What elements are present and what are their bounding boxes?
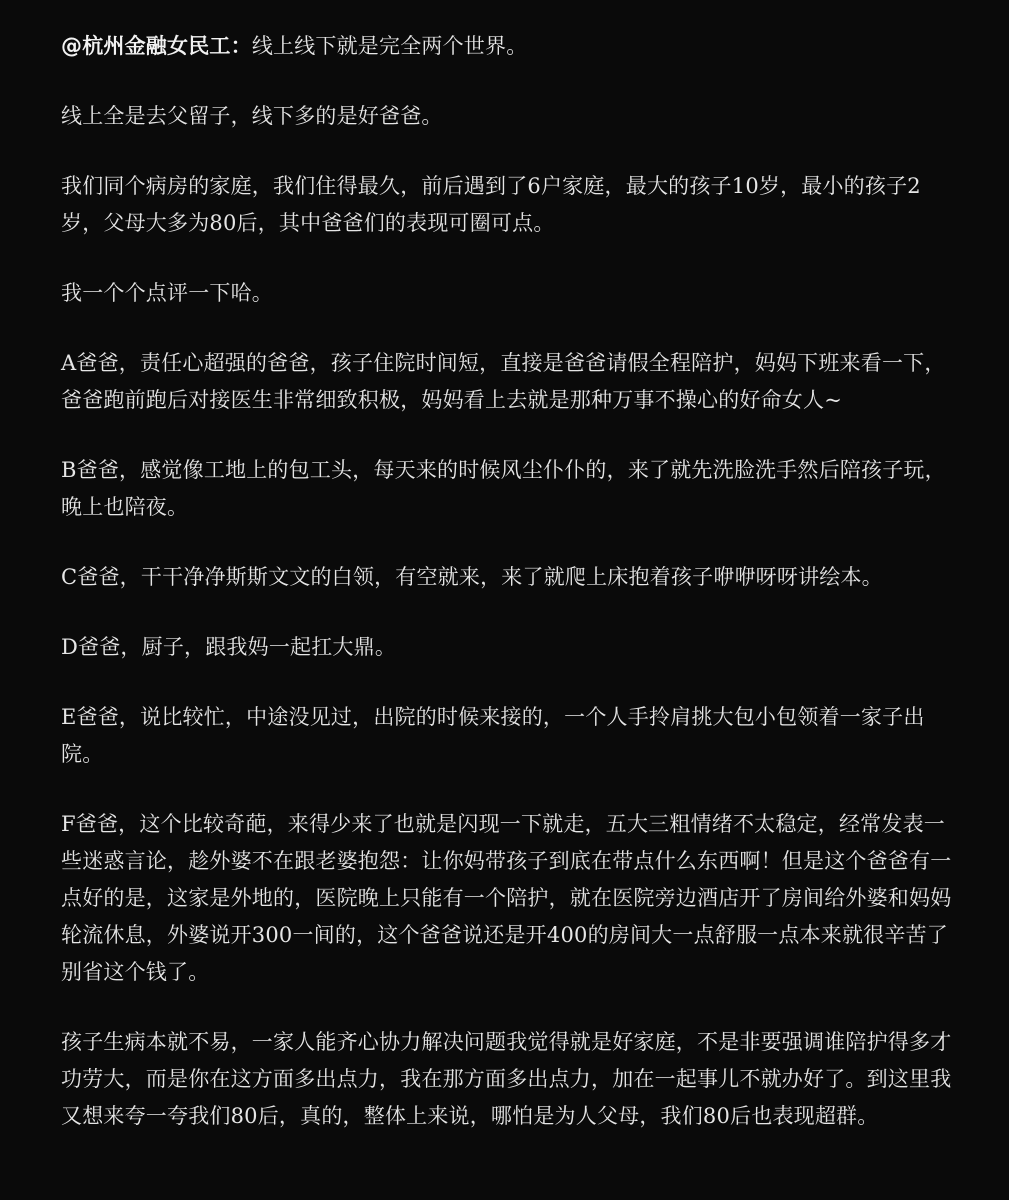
post-paragraph-9: F爸爸，这个比较奇葩，来得少来了也就是闪现一下就走，五大三粗情绪不太稳定，经常发表一些迷惑言论，趁外婆不在跟老婆抱怨：让你妈带孩子到底在带点什么东西啊！但是这个爸爸有一点好的是，这家是外地的，医院晚上只能有一个陪护，就在医院旁边酒店开了房间给外婆和妈妈轮流休息，外婆说开300一间的，这个爸爸说还是开400的房间大一点舒服一点本来就很辛苦了别省这个钱了。 <box>61 812 952 984</box>
post-paragraph-0 <box>61 28 957 65</box>
post-paragraph-10: 孩子生病本就不易，一家人能齐心协力解决问题我觉得就是好家庭，不是非要强调谁陪护得多才功劳大，而是你在这方面多出点力，我在那方面多出点力，加在一起事儿不就办好了。到这里我又想来夸一夸我们80后，真的，整体上来说，哪怕是为人父母，我们80后也表现超群。 <box>61 1030 952 1128</box>
post-paragraph-2: 我们同个病房的家庭，我们住得最久，前后遇到了6户家庭，最大的孩子10岁，最小的孩子2岁，父母大多为80后，其中爸爸们的表现可圈可点。 <box>61 174 921 235</box>
post-paragraph-8: E爸爸，说比较忙，中途没见过，出院的时候来接的，一个人手拎肩挑大包小包领着一家子出院。 <box>61 705 925 766</box>
paragraph-text: 线上线下就是完全两个世界。 <box>251 34 528 58</box>
post-paragraph-7: D爸爸，厨子，跟我妈一起扛大鼎。 <box>61 635 397 659</box>
post-paragraph-1: 线上全是去父留子，线下多的是好爸爸。 <box>61 104 443 128</box>
post-paragraph-4: A爸爸，责任心超强的爸爸，孩子住院时间短，直接是爸爸请假全程陪护，妈妈下班来看一下，爸爸跑前跑后对接医生非常细致积极，妈妈看上去就是那种万事不操心的好命女人~ <box>61 351 946 412</box>
author-name: @杭州金融女民工： <box>61 34 252 58</box>
post-paragraph-6: C爸爸，干干净净斯斯文文的白领，有空就来，来了就爬上床抱着孩子咿咿呀呀讲绘本。 <box>61 565 883 589</box>
post-paragraph-3: 我一个个点评一下哈。 <box>61 281 273 305</box>
post-paragraph-5: B爸爸，感觉像工地上的包工头，每天来的时候风尘仆仆的，来了就先洗脸洗手然后陪孩子玩，晚上也陪夜。 <box>61 458 946 519</box>
